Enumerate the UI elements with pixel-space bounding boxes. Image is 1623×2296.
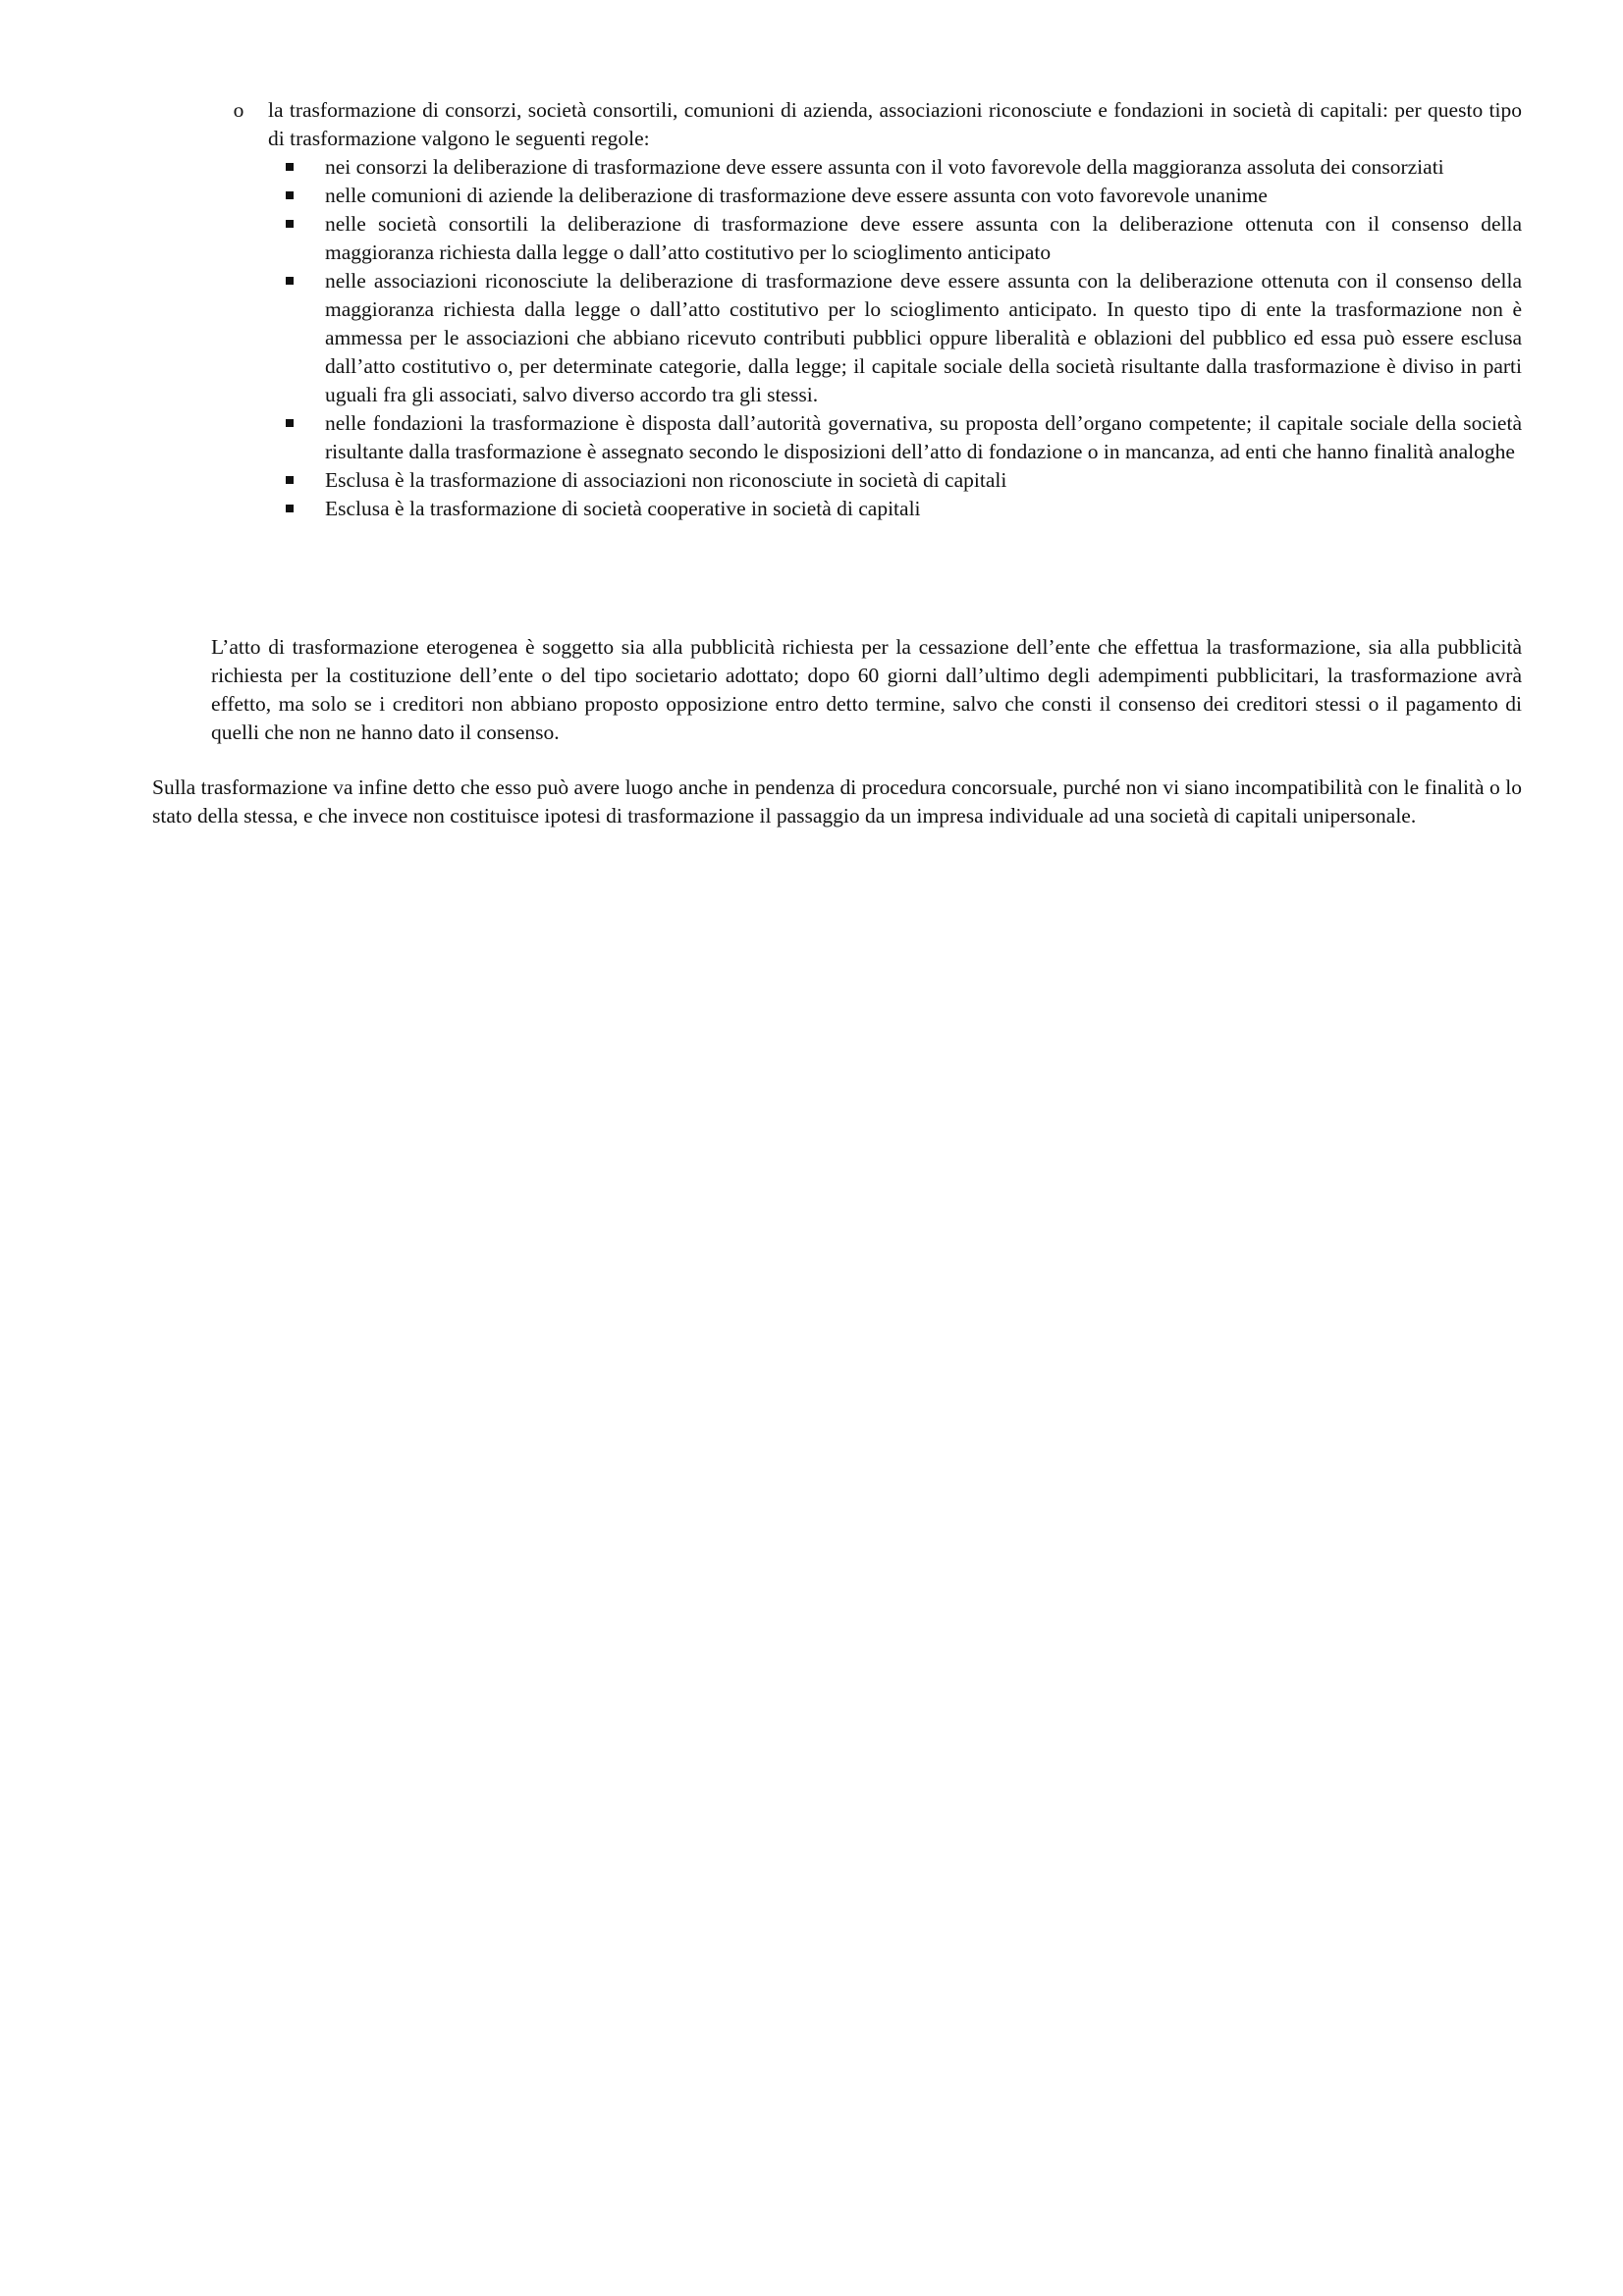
paragraph-heterogeneous-publicity: L’atto di trasformazione eterogenea è soggetto sia alla pubblicità richiesta per la cessazione dell’ente che effettua la trasformazione, sia alla pubblicità richiesta per la costituzione dell’ente o del tipo societario adottato; dopo 60 giorni dall’ultimo degli adempimenti pubblicitari, la trasformazione avrà effetto, ma solo se i creditori non abbiano proposto opposizione entro detto termine, salvo che consti il consenso dei creditori stessi o il pagamento di quelli che non ne hanno dato il consenso. (211, 635, 1522, 744)
square-bullet-icon (286, 220, 294, 228)
square-bullet-icon (286, 277, 294, 285)
outer-list-item (229, 96, 1522, 523)
list-item-text: nelle associazioni riconosciute la deliberazione di trasformazione deve essere assunta con la deliberazione ottenuta con il consenso della maggioranza richiesta dalla legge o dall’atto costitutivo per lo scioglimento anticipato. In questo tipo di ente la trasformazione non è ammessa per le associazioni che abbiano ricevuto contributi pubblici oppure liberalità e oblazioni del pubblico ed essa può essere esclusa dall’atto costitutivo o, per determinate categorie, dalla legge; il capitale sociale della società risultante dalla trasformazione è diviso in parti uguali fra gli associati, salvo diverso accordo tra gli stessi. (325, 269, 1522, 406)
list-item-fondazioni (268, 409, 1522, 466)
paragraph-closing: Sulla trasformazione va infine detto che esso può avere luogo anche in pendenza di procedura concorsuale, purché non vi siano incompatibilità con le finalità o lo stato della stessa, e che invece non costituisce ipotesi di trasformazione il passaggio da un impresa individuale ad una società di capitali unipersonale. (152, 775, 1522, 828)
square-bullet-icon (286, 191, 294, 199)
square-bullet-icon (286, 419, 294, 427)
list-item-esclusa-associazioni (268, 466, 1522, 495)
list-item-associazioni (268, 267, 1522, 409)
square-bullet-icon (286, 163, 294, 171)
square-bullet-icon (286, 476, 294, 484)
list-item-text: nelle comunioni di aziende la deliberazione di trasformazione deve essere assunta con voto favorevole unanime (325, 184, 1268, 207)
list-item-text: nei consorzi la deliberazione di trasformazione deve essere assunta con il voto favorevole della maggioranza assoluta dei consorziati (325, 155, 1444, 179)
list-item-comunioni (268, 182, 1522, 210)
list-item-text: nelle società consortili la deliberazione di trasformazione deve essere assunta con la deliberazione ottenuta con il consenso della maggioranza richiesta dalla legge o dall’atto costitutivo per lo scioglimento anticipato (325, 212, 1522, 264)
list-item-consorzi (268, 153, 1522, 182)
list-item-societa-consortili (268, 210, 1522, 267)
outer-bullet-list (229, 96, 1522, 523)
inner-bullet-list (268, 153, 1522, 523)
list-item-text: Esclusa è la trasformazione di associazioni non riconosciute in società di capitali (325, 468, 1007, 492)
list-item-text: Esclusa è la trasformazione di società cooperative in società di capitali (325, 497, 921, 520)
hollow-circle-bullet: o (233, 98, 244, 122)
outer-item-text: la trasformazione di consorzi, società consortili, comunioni di azienda, associazioni riconosciute e fondazioni in società di capitali: per questo tipo di trasformazione valgono le seguenti regole: (268, 98, 1522, 150)
list-item-esclusa-cooperative (268, 495, 1522, 523)
square-bullet-icon (286, 505, 294, 512)
list-item-text: nelle fondazioni la trasformazione è disposta dall’autorità governativa, su proposta dell’organo competente; il capitale sociale della società risultante dalla trasformazione è assegnato secondo le disposizioni dell’atto di fondazione o in mancanza, ad enti che hanno finalità analoghe (325, 411, 1522, 463)
